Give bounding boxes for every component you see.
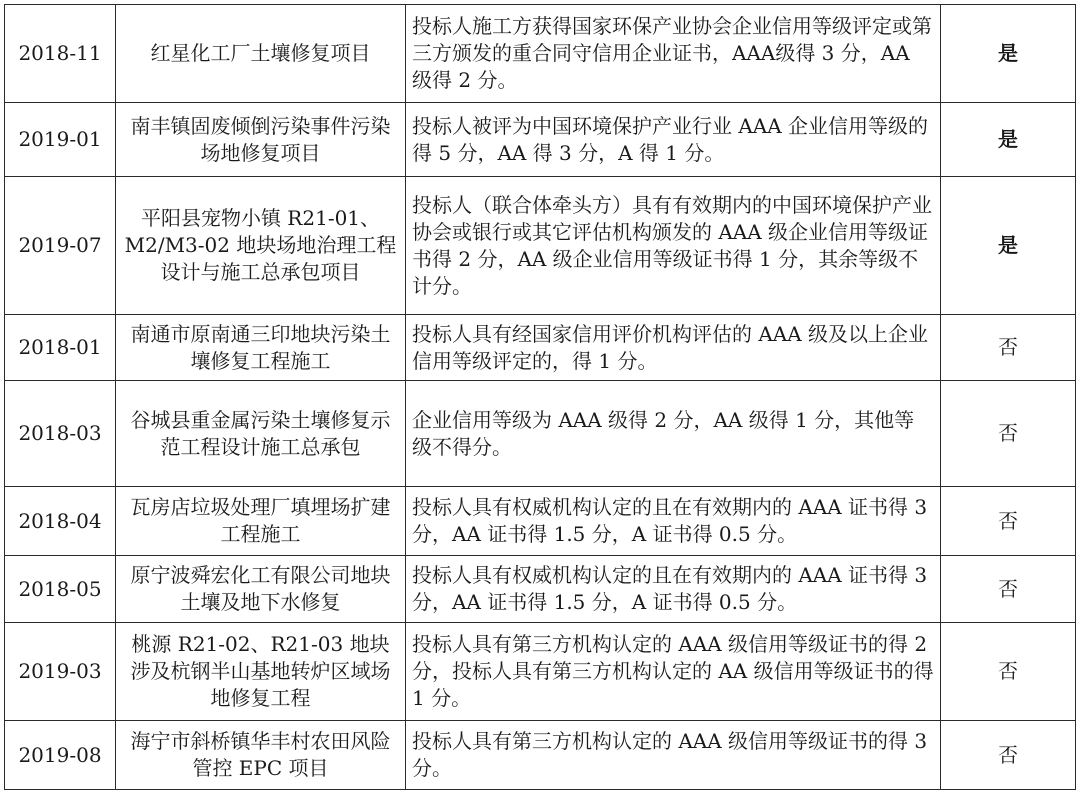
- project-name-cell: 谷城县重金属污染土壤修复示范工程设计施工总承包: [116, 381, 406, 487]
- flag-cell: 否: [941, 623, 1076, 721]
- project-name-cell: 南丰镇固废倾倒污染事件污染场地修复项目: [116, 103, 406, 177]
- criteria-cell: 投标人具有第三方机构认定的 AAA 级信用等级证书的得 3 分。: [406, 721, 941, 790]
- table-row: [5, 315, 1076, 381]
- table-body: [5, 5, 1076, 790]
- flag-cell: 否: [941, 315, 1076, 381]
- bid-credit-table: [4, 4, 1076, 790]
- flag-cell: 否: [941, 556, 1076, 623]
- date-cell: 2019-01: [5, 103, 116, 177]
- flag-cell: 否: [941, 487, 1076, 556]
- project-name-cell: 瓦房店垃圾处理厂填埋场扩建工程施工: [116, 487, 406, 556]
- criteria-cell: 企业信用等级为 AAA 级得 2 分，AA 级得 1 分，其他等级不得分。: [406, 381, 941, 487]
- project-name-cell: 平阳县宠物小镇 R21-01、M2/M3-02 地块场地治理工程设计与施工总承包项目: [116, 177, 406, 315]
- date-cell: 2019-08: [5, 721, 116, 790]
- project-name-cell: 红星化工厂土壤修复项目: [116, 5, 406, 103]
- table-row: [5, 103, 1076, 177]
- flag-cell: 否: [941, 381, 1076, 487]
- criteria-cell: 投标人施工方获得国家环保产业协会企业信用等级评定或第三方颁发的重合同守信用企业证书，AAA级得 3 分，AA 级得 2 分。: [406, 5, 941, 103]
- date-cell: 2018-03: [5, 381, 116, 487]
- date-cell: 2018-05: [5, 556, 116, 623]
- criteria-cell: 投标人具有权威机构认定的且在有效期内的 AAA 证书得 3 分，AA 证书得 1.5 分，A 证书得 0.5 分。: [406, 556, 941, 623]
- table-row: [5, 487, 1076, 556]
- date-cell: 2019-07: [5, 177, 116, 315]
- criteria-cell: 投标人具有第三方机构认定的 AAA 级信用等级证书的得 2 分，投标人具有第三方机构认定的 AA 级信用等级证书的得 1 分。: [406, 623, 941, 721]
- criteria-cell: 投标人被评为中国环境保护产业行业 AAA 企业信用等级的得 5 分，AA 得 3 分，A 得 1 分。: [406, 103, 941, 177]
- criteria-cell: 投标人具有权威机构认定的且在有效期内的 AAA 证书得 3 分，AA 证书得 1.5 分，A 证书得 0.5 分。: [406, 487, 941, 556]
- date-cell: 2018-11: [5, 5, 116, 103]
- date-cell: 2018-01: [5, 315, 116, 381]
- criteria-cell: 投标人（联合体牵头方）具有有效期内的中国环境保护产业协会或银行或其它评估机构颁发的 AAA 级企业信用等级证书得 2 分，AA 级企业信用等级证书得 1 分，其余等级不计分。: [406, 177, 941, 315]
- flag-cell: 是: [941, 177, 1076, 315]
- project-name-cell: 南通市原南通三印地块污染土壤修复工程施工: [116, 315, 406, 381]
- date-cell: 2019-03: [5, 623, 116, 721]
- date-cell: 2018-04: [5, 487, 116, 556]
- table-row: [5, 623, 1076, 721]
- flag-cell: 是: [941, 103, 1076, 177]
- table-row: [5, 177, 1076, 315]
- table-row: [5, 556, 1076, 623]
- criteria-cell: 投标人具有经国家信用评价机构评估的 AAA 级及以上企业信用等级评定的，得 1 分。: [406, 315, 941, 381]
- project-name-cell: 桃源 R21-02、R21-03 地块涉及杭钢半山基地转炉区域场地修复工程: [116, 623, 406, 721]
- project-name-cell: 原宁波舜宏化工有限公司地块土壤及地下水修复: [116, 556, 406, 623]
- flag-cell: 否: [941, 721, 1076, 790]
- table-row: [5, 5, 1076, 103]
- table-row: [5, 381, 1076, 487]
- project-name-cell: 海宁市斜桥镇华丰村农田风险管控 EPC 项目: [116, 721, 406, 790]
- flag-cell: 是: [941, 5, 1076, 103]
- table-row: [5, 721, 1076, 790]
